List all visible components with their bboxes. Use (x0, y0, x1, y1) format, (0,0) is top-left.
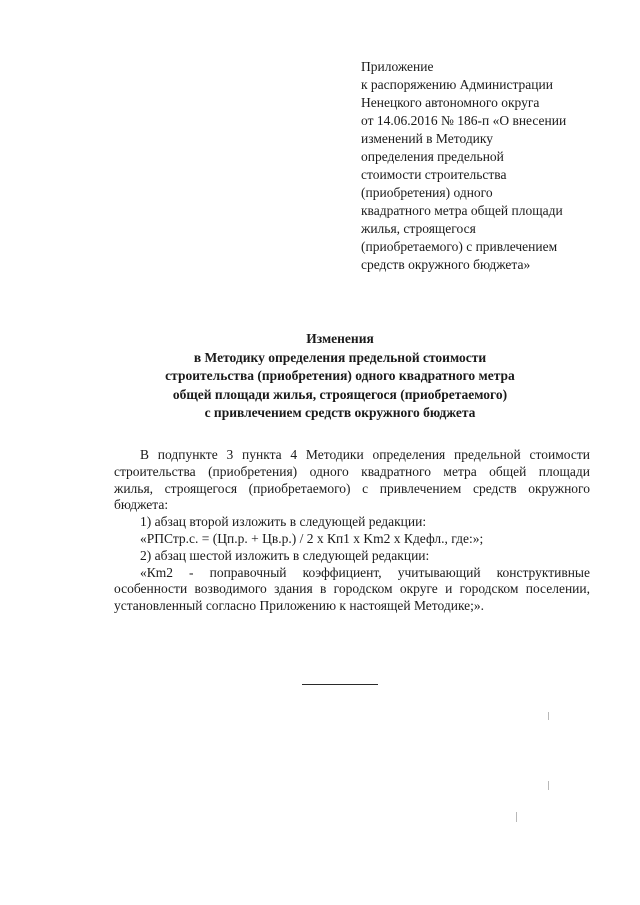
appendix-line: Ненецкого автономного округа (361, 95, 540, 110)
end-divider (302, 684, 378, 685)
title-line: в Методику определения предельной стоимости (193, 349, 487, 365)
body-line: бюджета: (114, 497, 169, 513)
title-line: Изменения (306, 331, 374, 346)
appendix-header (361, 58, 611, 274)
appendix-line: жилья, строящегося (361, 221, 476, 236)
appendix-line: к распоряжению Администрации (361, 77, 553, 92)
appendix-line: определения предельной (361, 149, 504, 164)
appendix-line: от 14.06.2016 № 186-п «О внесении (361, 113, 567, 128)
scan-mark (548, 781, 549, 790)
document-body (114, 447, 590, 615)
appendix-line: квадратного метра общей площади (361, 203, 563, 218)
appendix-line: (приобретения) одного (361, 185, 493, 200)
body-line: жилья, строящегося (приобретаемого) с привлечением средств окружного (114, 480, 590, 496)
document-title (100, 330, 580, 423)
body-line: «РПСтр.с. = (Цп.р. + Цв.р.) / 2 х Кп1 х Km2 х Кдефл., где:»; (140, 530, 484, 546)
title-line: строительства (приобретения) одного квадратного метра (165, 368, 515, 383)
body-line: 2) абзац шестой изложить в следующей редакции: (140, 547, 430, 563)
scan-mark (548, 712, 549, 720)
scan-mark (516, 812, 517, 822)
appendix-line: (приобретаемого) с привлечением (361, 239, 558, 254)
body-line: установленный согласно Приложению к настоящей Методике;». (114, 598, 485, 614)
body-line: В подпункте 3 пункта 4 Методики определения предельной стоимости (140, 447, 590, 462)
appendix-line: Приложение (361, 59, 434, 74)
title-line: с привлечением средств окружного бюджета (204, 405, 476, 420)
appendix-line: средств окружного бюджета» (361, 257, 531, 272)
appendix-line: изменений в Методику (361, 131, 494, 146)
body-line: «Кm2 - поправочный коэффициент, учитывающий конструктивные (140, 564, 590, 580)
body-line: 1) абзац второй изложить в следующей редакции: (140, 514, 427, 530)
appendix-line: стоимости строительства (361, 167, 507, 182)
title-line: общей площади жилья, строящегося (приобретаемого) (172, 386, 508, 402)
body-line: строительства (приобретения) одного квадратного метра общей площади (114, 463, 590, 479)
body-line: особенности возводимого здания в городском округе и городском поселении, (114, 581, 590, 597)
